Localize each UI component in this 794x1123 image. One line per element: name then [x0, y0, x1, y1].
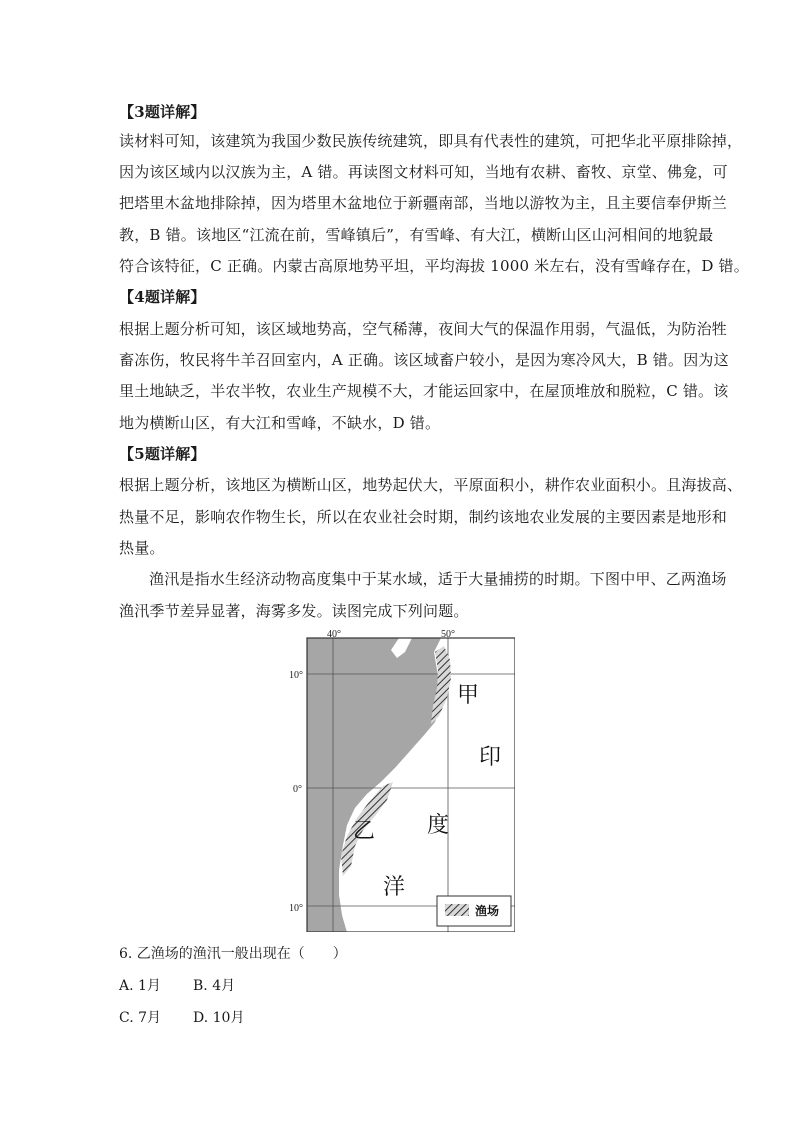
fishery-map: [287, 630, 515, 932]
paragraph-line: 根据上题分析可知，该区域地势高，空气稀薄，夜间大气的保温作用弱，气温低，为防治牲: [119, 320, 728, 338]
section-heading-5: 【5题详解】: [119, 445, 206, 463]
paragraph-line: 热量。: [119, 539, 165, 557]
label-du: 度: [427, 813, 450, 838]
option-c: C. 7月: [119, 1010, 162, 1026]
paragraph-line: 因为该区域内以汉族为主，A 错。再读图文材料可知，当地有农耕、畜牧、京堂、佛龛，可: [119, 163, 728, 181]
section-heading-3: 【3题详解】: [119, 103, 206, 121]
lon-label-40: 40°: [327, 630, 341, 640]
paragraph-line: 读材料可知，该建筑为我国少数民族传统建筑，即具有代表性的建筑，可把华北平原排除掉，: [119, 132, 743, 150]
option-b: B. 4月: [193, 978, 236, 994]
paragraph-line: 里土地缺乏，半农半牧，农业生产规模不大，才能运回家中，在屋顶堆放和脱粒，C 错。该: [119, 382, 729, 400]
lat-label-0: 0°: [293, 784, 302, 795]
section-heading-4: 【4题详解】: [119, 288, 206, 306]
legend-label: 渔场: [475, 904, 500, 918]
legend-swatch: [445, 904, 469, 916]
lon-label-50: 50°: [441, 630, 455, 640]
label-yi: 乙: [353, 819, 376, 844]
option-d: D. 10月: [193, 1010, 245, 1026]
paragraph-line: 热量不足，影响农作物生长，所以在农业社会时期，制约该地农业发展的主要因素是地形和: [119, 508, 728, 526]
lat-label-10n: 10°: [289, 670, 303, 681]
label-yin: 印: [479, 745, 502, 770]
label-jia: 甲: [457, 683, 480, 708]
intro-line: 渔汛是指水生经济动物高度集中于某水域，适于大量捕捞的时期。下图中甲、乙两渔场: [149, 570, 727, 588]
lat-label-10s: 10°: [289, 903, 303, 914]
paragraph-line: 教，B 错。该地区“江流在前，雪峰镇后”，有雪峰、有大江，横断山区山河相间的地貌最: [119, 226, 714, 244]
option-a: A. 1月: [119, 978, 161, 994]
paragraph-line: 地为横断山区，有大江和雪峰，不缺水，D 错。: [119, 414, 441, 432]
intro-line: 渔汛季节差异显著，海雾多发。读图完成下列问题。: [119, 602, 469, 620]
question-stem: 6. 乙渔场的渔汛一般出现在（ ）: [119, 946, 347, 962]
paragraph-line: 根据上题分析，该地区为横断山区，地势起伏大，平原面积小，耕作农业面积小。且海拔高、: [119, 476, 743, 494]
label-yang: 洋: [383, 875, 406, 900]
paragraph-line: 把塔里木盆地排除掉，因为塔里木盆地位于新疆南部，当地以游牧为主，且主要信奉伊斯兰: [119, 194, 728, 212]
paragraph-line: 畜冻伤，牧民将牛羊召回室内，A 正确。该区域畜户较小，是因为寒冷风大，B 错。因为这: [119, 351, 729, 369]
paragraph-line: 符合该特征，C 正确。内蒙古高原地势平坦，平均海拔 1000 米左右，没有雪峰存在，D 错。: [119, 257, 749, 275]
